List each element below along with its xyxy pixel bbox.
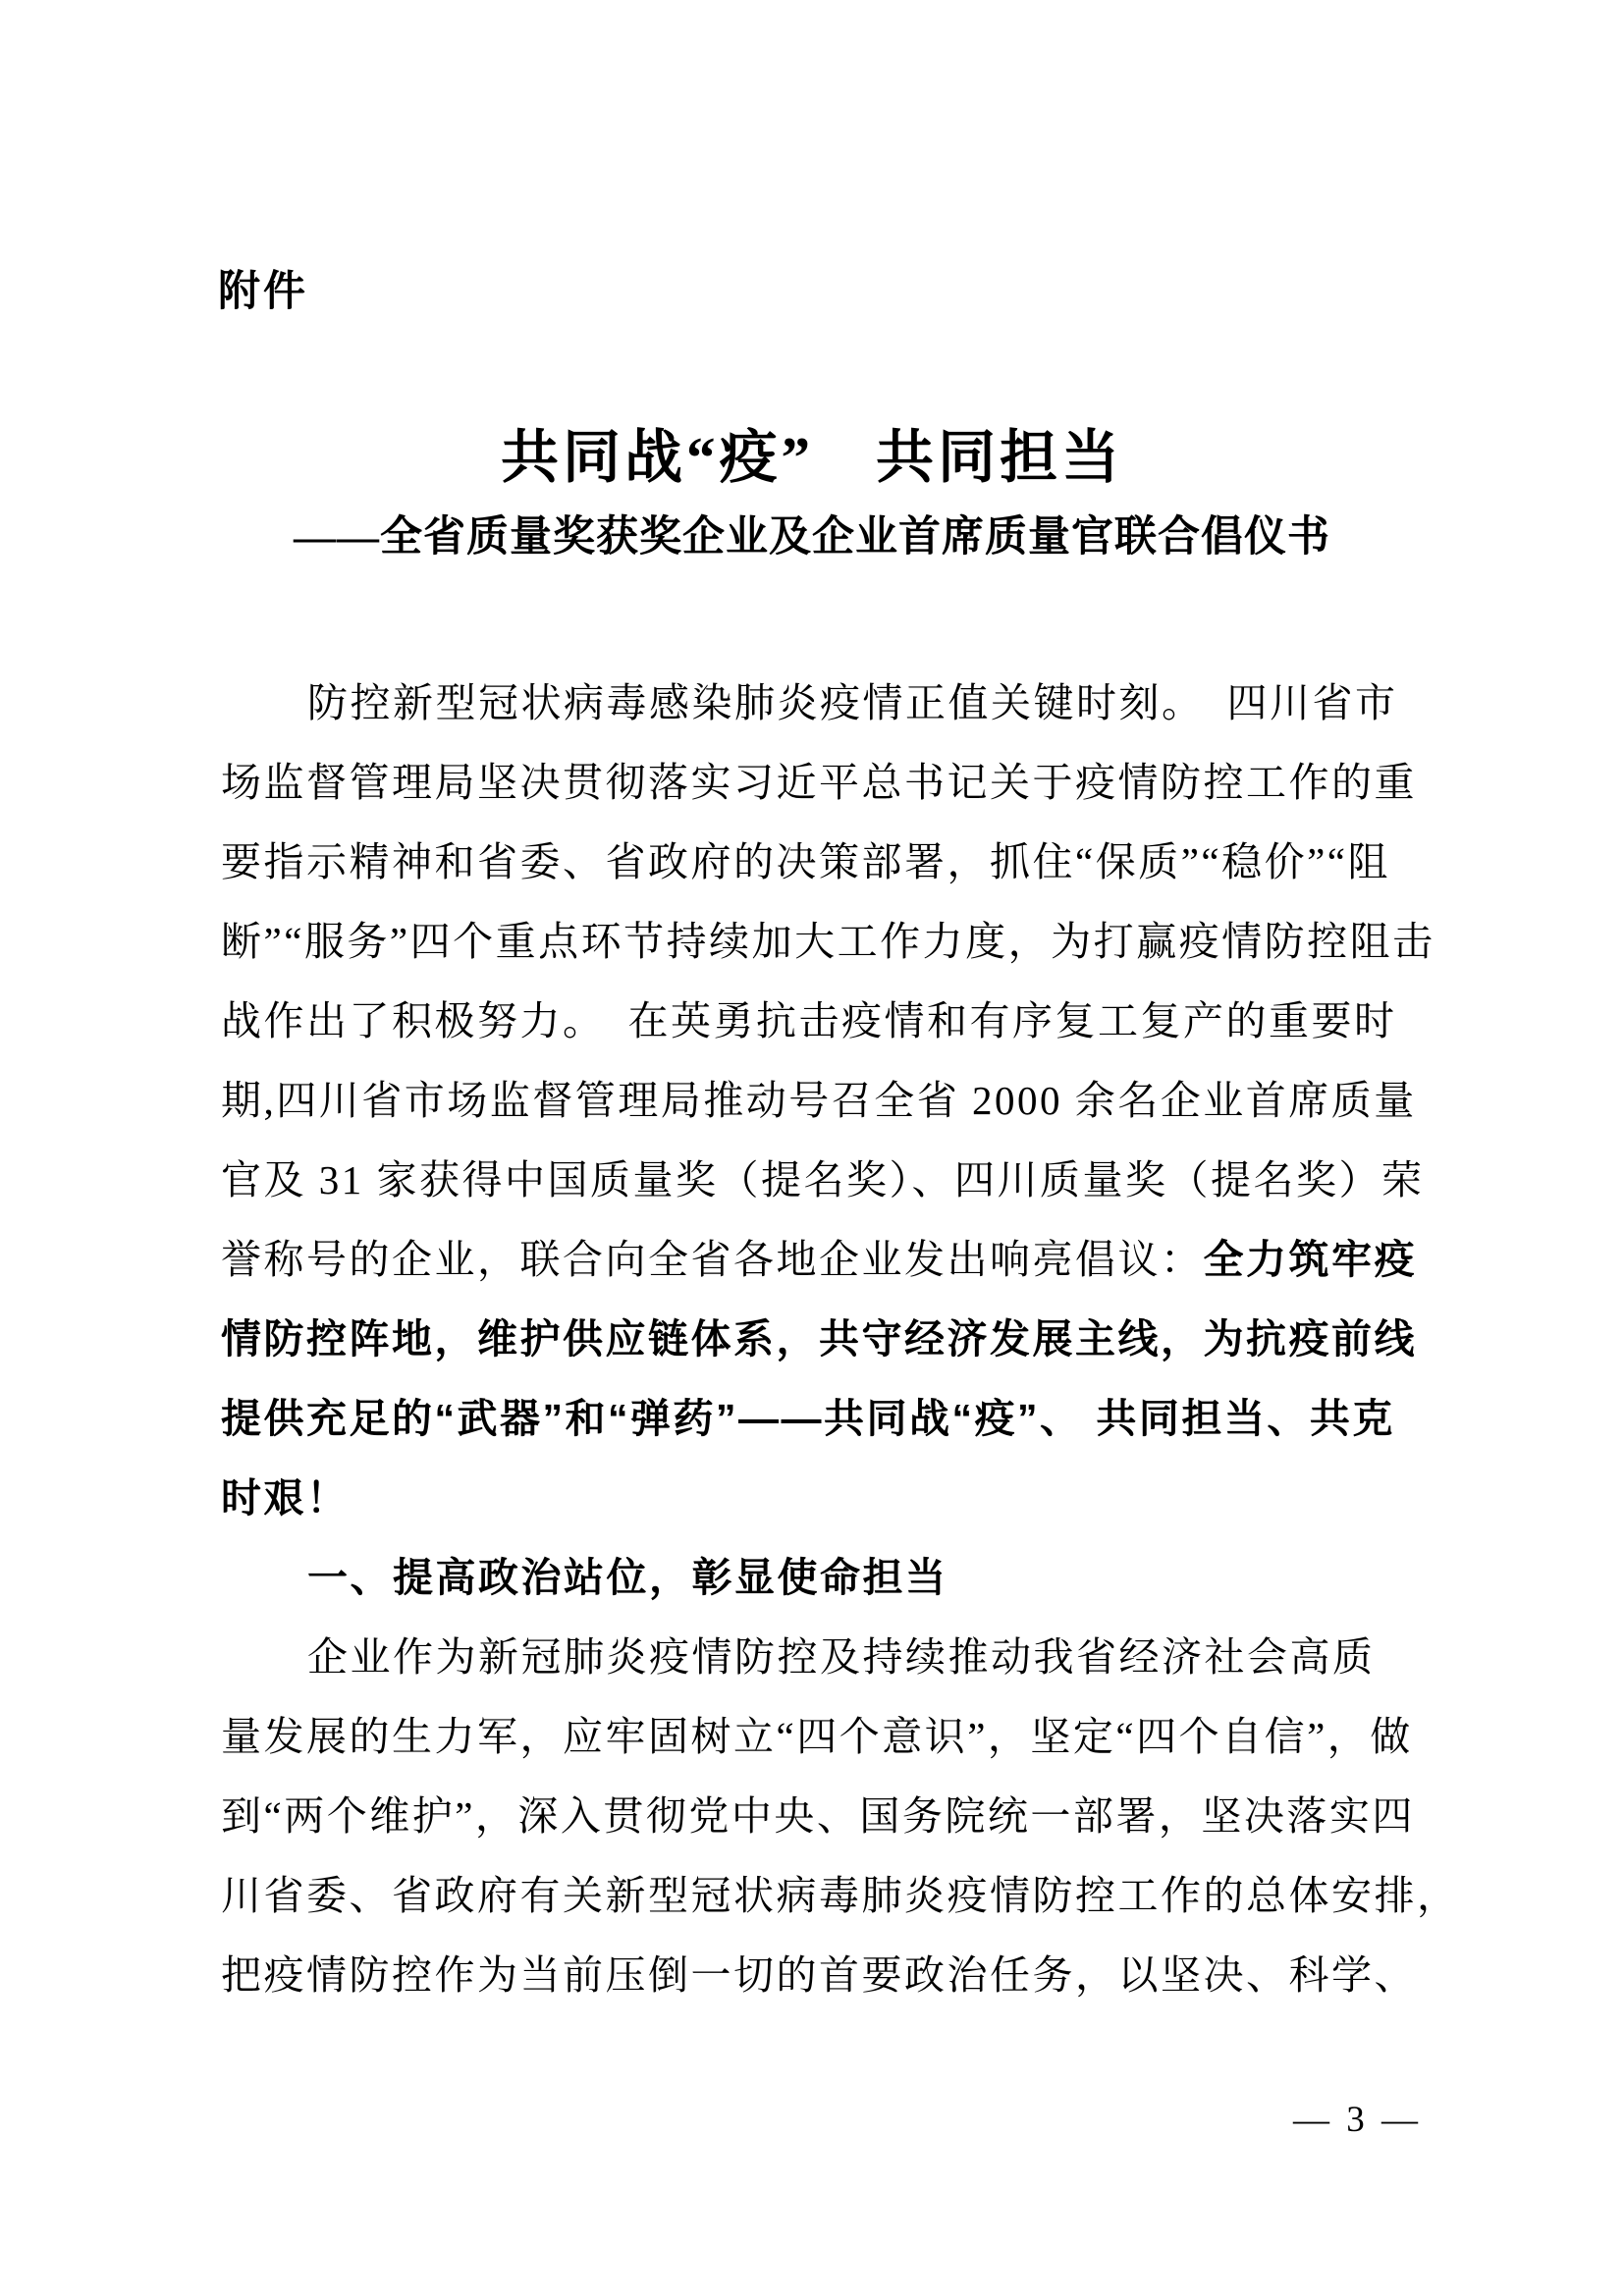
- body-line: [221, 1061, 1433, 1141]
- text-segment: 要指示精神和省委、省政府的决策部署，抓住“保质”“稳价”“阻: [221, 839, 1390, 884]
- body-line: [221, 1697, 1433, 1777]
- body-line: [221, 1141, 1433, 1220]
- text-segment: 断”“服务”四个重点环节持续加大工作力度，为打赢疫情防控阻击: [221, 919, 1435, 964]
- text-segment: 战作出了积极努力。 在英勇抗击疫情和有序复工复产的重要时: [221, 998, 1397, 1043]
- text-segment: 到“两个维护”，深入贯彻党中央、国务院统一部署，坚决落实四: [221, 1793, 1415, 1839]
- body-line: [221, 1777, 1433, 1856]
- body-line: [221, 1220, 1433, 1300]
- body-line: [221, 982, 1433, 1061]
- text-segment: 时艰！: [221, 1475, 350, 1521]
- page-number: — 3 —: [1293, 2100, 1422, 2140]
- body-line: [221, 902, 1433, 982]
- text-segment: 全力筑牢疫: [1203, 1237, 1417, 1282]
- body-line: [221, 823, 1433, 902]
- document-subtitle: ——全省质量奖获奖企业及企业首席质量官联合倡仪书: [294, 514, 1330, 561]
- body-line: [221, 1379, 1433, 1459]
- body-line: [221, 743, 1433, 823]
- text-segment: 誉称号的企业，联合向全省各地企业发出响亮倡议：: [221, 1237, 1204, 1282]
- body-line: [221, 1618, 1433, 1697]
- body-line: [221, 664, 1433, 743]
- document-title: 共同战“疫” 共同担当: [500, 425, 1123, 490]
- attachment-label: 附件: [218, 268, 308, 315]
- body-line: [221, 1459, 1433, 1538]
- section-heading: 一、提高政治站位，彰显使命担当: [307, 1555, 948, 1600]
- text-segment: 量发展的生力军，应牢固树立“四个意识”，坚定“四个自信”，做: [221, 1714, 1413, 1759]
- body-line: [221, 1856, 1460, 1936]
- text-segment: 期,四川省市场监督管理局推动号召全省 2000 余名企业首席质量: [221, 1078, 1417, 1123]
- text-segment: 把疫情防控作为当前压倒一切的首要政治任务，以坚决、科学、: [221, 1952, 1417, 1998]
- text-segment: 川省委、省政府有关新型冠状病毒肺炎疫情防控工作的总体安排，: [221, 1873, 1460, 1918]
- text-segment: 情防控阵地，维护供应链体系，共守经济发展主线，为抗疫前线: [221, 1316, 1417, 1362]
- text-segment: 提供充足的“武器”和“弹药”——共同战“疫”、 共同担当、共克: [221, 1396, 1395, 1441]
- body-line: [221, 1936, 1433, 2015]
- text-segment: 企业作为新冠肺炎疫情防控及持续推动我省经济社会高质: [307, 1634, 1376, 1680]
- text-segment: 防控新型冠状病毒感染肺炎疫情正值关键时刻。 四川省市: [307, 680, 1398, 725]
- text-segment: 场监督管理局坚决贯彻落实习近平总书记关于疫情防控工作的重: [221, 760, 1417, 805]
- text-segment: 官及 31 家获得中国质量奖（提名奖）、四川质量奖（提名奖）荣: [221, 1157, 1425, 1202]
- body-line: [221, 1300, 1433, 1379]
- document-body: [221, 664, 1460, 2015]
